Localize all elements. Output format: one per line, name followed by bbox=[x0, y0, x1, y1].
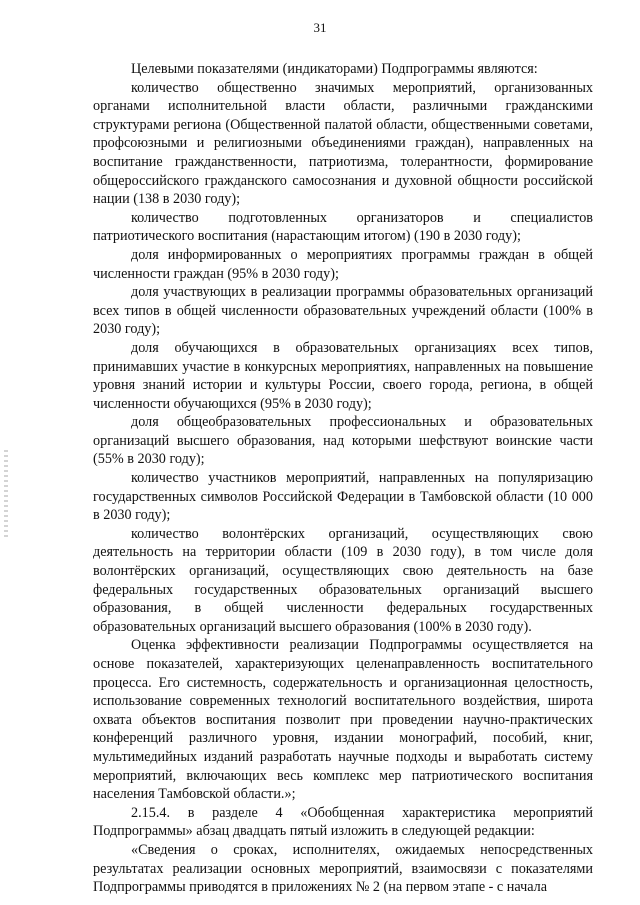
document-body bbox=[93, 60, 593, 897]
paragraph-efficiency-assessment: Оценка эффективности реализации Подпрограммы осуществляется на основе показателей, характеризующих целенаправленность воспитательного процесса. Его системность, содержательность и организационная целостность, использование современных технологий воспитательного воздействия, широта охвата объектов воспитания позволит при проведении научно-практических конференций различного уровня, издании монографий, пособий, книг, мультимедийных изданий разработать научные подходы и выработать систему мероприятий, включающих весь комплекс мер патриотического воспитания населения Тамбовской области.»; bbox=[93, 637, 593, 803]
paragraph-informed-share: доля информированных о мероприятиях программы граждан в общей численности граждан (95% в 2030 году); bbox=[93, 246, 593, 282]
paragraph-indicators-intro: Целевыми показателями (индикаторами) Подпрограммы являются: bbox=[131, 61, 538, 77]
paragraph-military-patronage-share: доля общеобразовательных профессиональных и образовательных организаций высшего образования, над которыми шефствуют воинские части (55% в 2030 году); bbox=[93, 414, 593, 468]
paragraph-section-amendment: 2.15.4. в разделе 4 «Обобщенная характеристика мероприятий Подпрограммы» абзац двадцать пятый изложить в следующей редакции: bbox=[93, 804, 593, 840]
paragraph-organizers-count: количество подготовленных организаторов и специалистов патриотического воспитания (нарастающим итогом) (190 в 2030 году); bbox=[93, 209, 593, 245]
paragraph-students-share: доля обучающихся в образовательных организациях всех типов, принимавших участие в конкурсных мероприятиях, направленных на повышение уровня знаний истории и культуры России, своего города, региона, в общей численности обучающихся (95% в 2030 году); bbox=[93, 339, 593, 412]
paragraph-new-wording: «Сведения о сроках, исполнителях, ожидаемых непосредственных результатах реализации основных мероприятий, взаимосвязи с показателями Подпрограммы приводятся в приложениях № 2 (на первом этапе - с начала bbox=[93, 841, 593, 896]
paragraph-organizations-share: доля участвующих в реализации программы образовательных организаций всех типов в общей численности образовательных учреждений области (100% в 2030 году); bbox=[93, 284, 593, 338]
page-number: 31 bbox=[313, 20, 327, 35]
paragraph-state-symbols-participants: количество участников мероприятий, направленных на популяризацию государственных символов Российской Федерации в Тамбовской области (10 000 в 2030 году); bbox=[93, 470, 593, 524]
scan-margin-mark bbox=[4, 450, 8, 540]
paragraph-volunteer-organizations: количество волонтёрских организаций, осуществляющих свою деятельность на территории области (109 в 2030 году), в том числе доля волонтёрских организаций, осуществляющих свою деятельность на базе федеральных государственных образовательных организаций высшего образования, в общей численности федеральных государственных образовательных организаций высшего образования (100% в 2030 году). bbox=[93, 525, 593, 635]
paragraph-events-count: количество общественно значимых мероприятий, организованных органами исполнительной власти области, различными гражданскими структурами региона (Общественной палатой области, общественными советами, профсоюзными и религиозными объединениями граждан), направленных на воспитание гражданственности, патриотизма, толерантности, формирование общероссийского гражданского самосознания и духовной общности российской нации (138 в 2030 году); bbox=[93, 79, 593, 208]
